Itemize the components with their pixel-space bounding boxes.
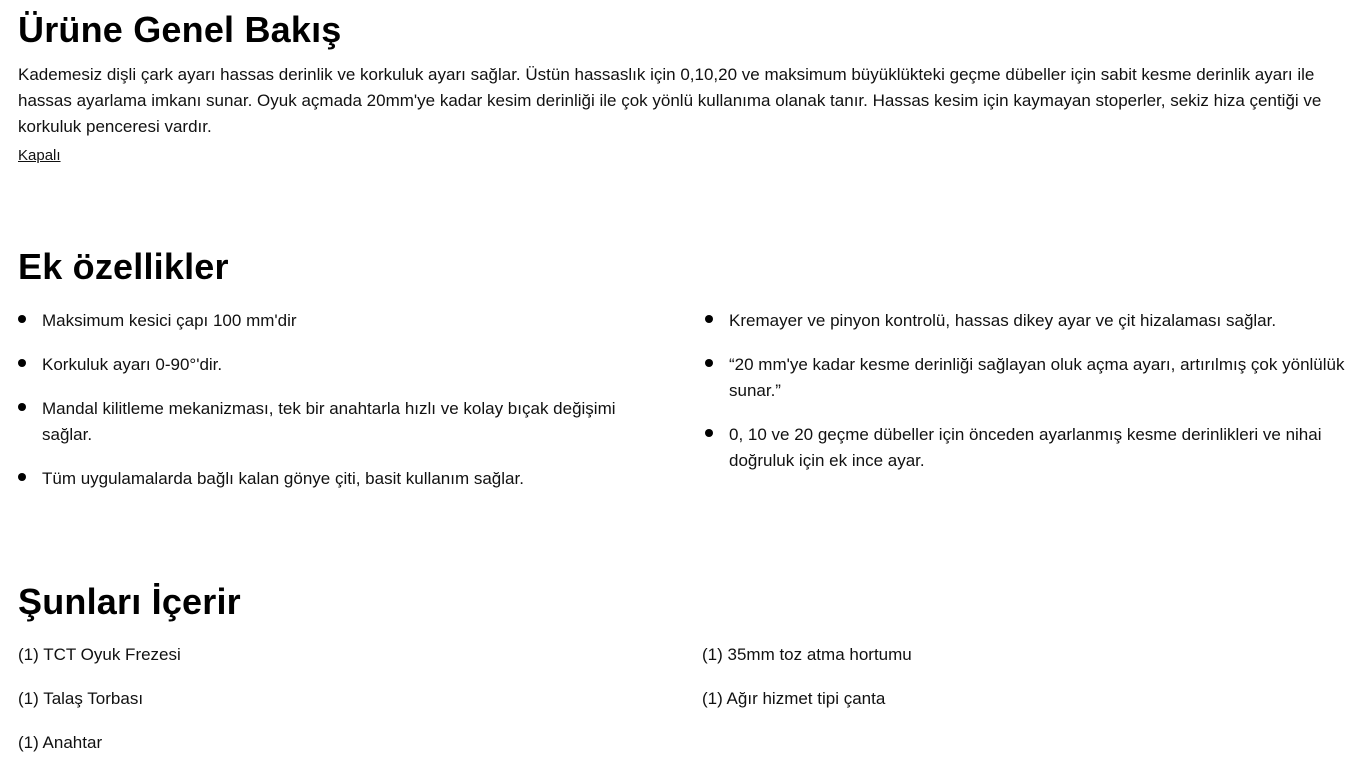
list-item: (1) TCT Oyuk Frezesi bbox=[18, 645, 181, 664]
feature-text: Maksimum kesici çapı 100 mm'dir bbox=[42, 311, 297, 330]
list-item: (1) 35mm toz atma hortumu bbox=[702, 645, 912, 664]
bullet-icon bbox=[705, 429, 713, 437]
list-item bbox=[18, 466, 658, 492]
bullet-icon bbox=[705, 359, 713, 367]
list-item bbox=[705, 422, 1345, 474]
list-item: (1) Ağır hizmet tipi çanta bbox=[702, 689, 886, 708]
bullet-icon bbox=[18, 473, 26, 481]
list-item: (1) Talaş Torbası bbox=[18, 689, 144, 708]
feature-text: Kremayer ve pinyon kontrolü, hassas dikey ayar ve çit hizalaması sağlar. bbox=[729, 311, 1277, 330]
list-item bbox=[705, 352, 1345, 404]
feature-text: Korkuluk ayarı 0-90°'dir. bbox=[42, 355, 223, 374]
overview-title: Ürüne Genel Bakış bbox=[18, 9, 342, 50]
list-item bbox=[705, 308, 1345, 334]
bullet-icon bbox=[18, 359, 26, 367]
includes-title: Şunları İçerir bbox=[18, 581, 241, 622]
collapse-toggle-link[interactable]: Kapalı bbox=[18, 147, 61, 164]
bullet-icon bbox=[705, 315, 713, 323]
feature-text: Tüm uygulamalarda bağlı kalan gönye çiti, basit kullanım sağlar. bbox=[42, 469, 524, 488]
overview-text: Kademesiz dişli çark ayarı hassas derinlik ve korkuluk ayarı sağlar. Üstün hassaslık için 0,10,20 ve maksimum büyüklükteki geçme dübeller için sabit kesme derinlik ayarı ile hassas ayarlama imkanı sunar. Oyuk açmada 20mm'ye kadar kesim derinliği ile çok yönlü kullanıma olanak tanır. Hassas kesim için kaymayan stoperler, sekiz hiza çentiği ve korkuluk penceresi vardır. bbox=[18, 65, 1322, 136]
list-item bbox=[18, 396, 658, 448]
list-item bbox=[18, 308, 658, 334]
list-item bbox=[18, 352, 658, 378]
bullet-icon bbox=[18, 315, 26, 323]
feature-text: “20 mm'ye kadar kesme derinliği sağlayan oluk açma ayarı, artırılmış çok yönlülük sunar.” bbox=[729, 355, 1345, 400]
features-list-left bbox=[18, 308, 658, 510]
features-list-right bbox=[705, 308, 1345, 492]
bullet-icon bbox=[18, 403, 26, 411]
includes-list-left bbox=[18, 642, 658, 774]
list-item: (1) Anahtar bbox=[18, 733, 103, 752]
feature-text: Mandal kilitleme mekanizması, tek bir anahtarla hızlı ve kolay bıçak değişimi sağlar. bbox=[42, 399, 616, 444]
features-title: Ek özellikler bbox=[18, 246, 229, 287]
feature-text: 0, 10 ve 20 geçme dübeller için önceden ayarlanmış kesme derinlikleri ve nihai doğruluk için ek ince ayar. bbox=[729, 425, 1322, 470]
includes-list-right bbox=[702, 642, 1342, 730]
